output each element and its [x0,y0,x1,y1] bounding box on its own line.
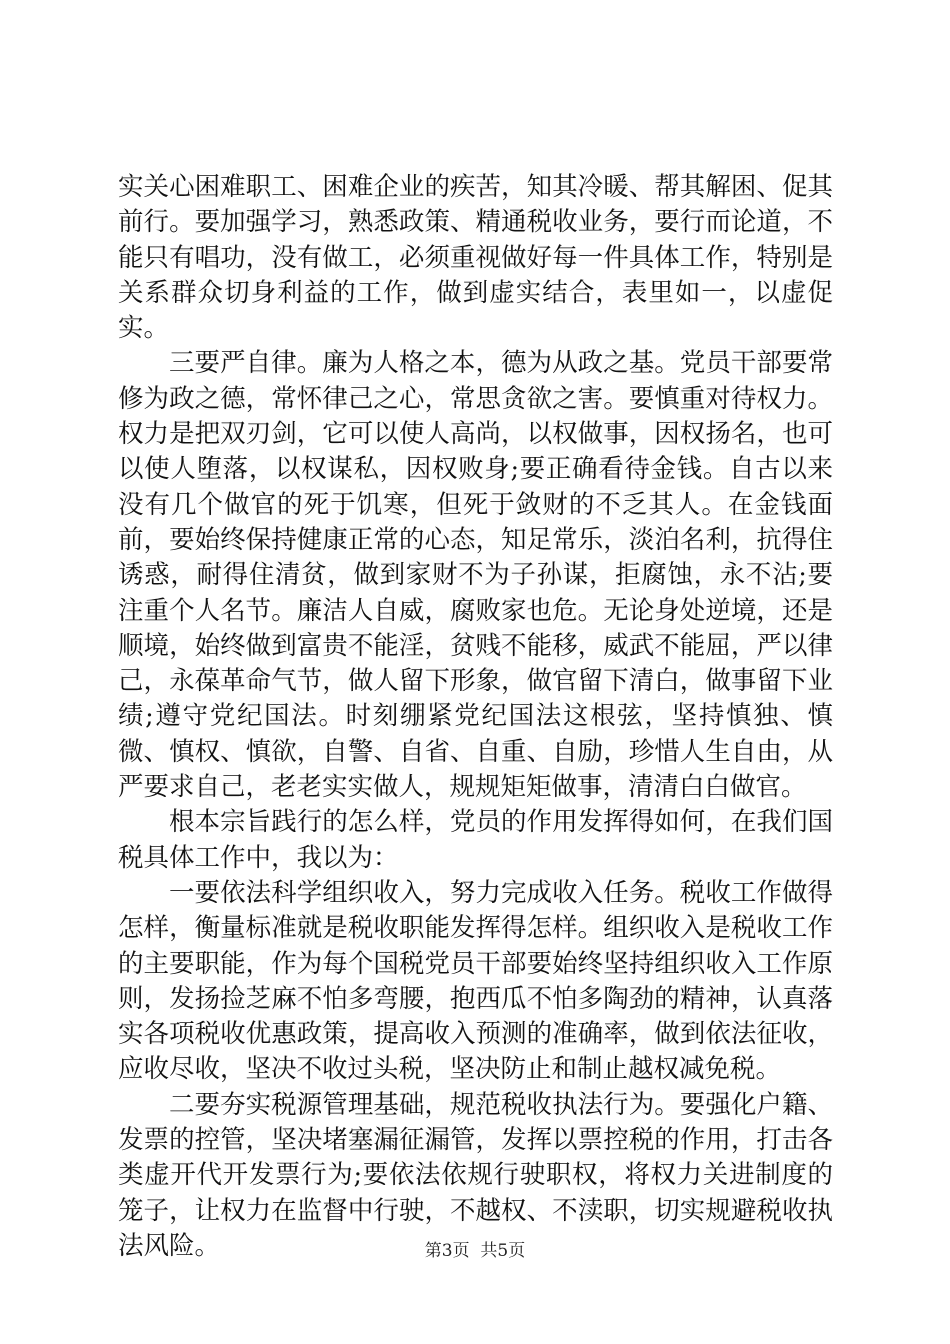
document-body [118,170,833,1264]
paragraph-1: 实关心困难职工、困难企业的疾苦，知其冷暖、帮其解困、促其前行。要加强学习，熟悉政策、精通税收业务，要行而论道，不能只有唱功，没有做工，必须重视做好每一件具体工作，特别是关系群众切身利益的工作，做到虚实结合，表里如一，以虚促实。 [118,172,833,344]
paragraph-5: 二要夯实税源管理基础，规范税收执法行为。要强化户籍、发票的控管，坚决堵塞漏征漏管，发挥以票控税的作用，打击各类虚开代开发票行为;要依法依规行驶职权，将权力关进制度的笼子，让权力在监督中行驶，不越权、不渎职，切实规避税收执法风险。 [118,1089,833,1261]
page-footer: 第3页 共5页 [424,1241,526,1261]
paragraph-2: 三要严自律。廉为人格之本，德为从政之基。党员干部要常修为政之德，常怀律己之心，常思贪欲之害。要慎重对待权力。权力是把双刃剑，它可以使人高尚，以权做事，因权扬名，也可以使人堕落，以权谋私，因权败身;要正确看待金钱。自古以来没有几个做官的死于饥寒，但死于敛财的不乏其人。在金钱面前，要始终保持健康正常的心态，知足常乐，淡泊名利，抗得住诱惑，耐得住清贫，做到家财不为子孙谋，拒腐蚀，永不沾;要注重个人名节。廉洁人自威，腐败家也危。无论身处逆境，还是顺境，始终做到富贵不能淫，贫贱不能移，威武不能屈，严以律己，永葆革命气节，做人留下形象，做官留下清白，做事留下业绩;遵守党纪国法。时刻绷紧党纪国法这根弦，坚持慎独、慎微、慎权、慎欲，自警、自省、自重、自励，珍惜人生自由，从严要求自己，老老实实做人，规规矩矩做事，清清白白做官。 [118,348,833,803]
paragraph-3: 根本宗旨践行的怎么样，党员的作用发挥得如何，在我们国税具体工作中，我以为： [118,807,833,873]
paragraph-4: 一要依法科学组织收入，努力完成收入任务。税收工作做得怎样，衡量标准就是税收职能发挥得怎样。组织收入是税收工作的主要职能，作为每个国税党员干部要始终坚持组织收入工作原则，发扬捡芝麻不怕多弯腰，抱西瓜不怕多陶劲的精神，认真落实各项税收优惠政策，提高收入预测的准确率，做到依法征收，应收尽收，坚决不收过头税，坚决防止和制止越权减免税。 [118,877,833,1085]
